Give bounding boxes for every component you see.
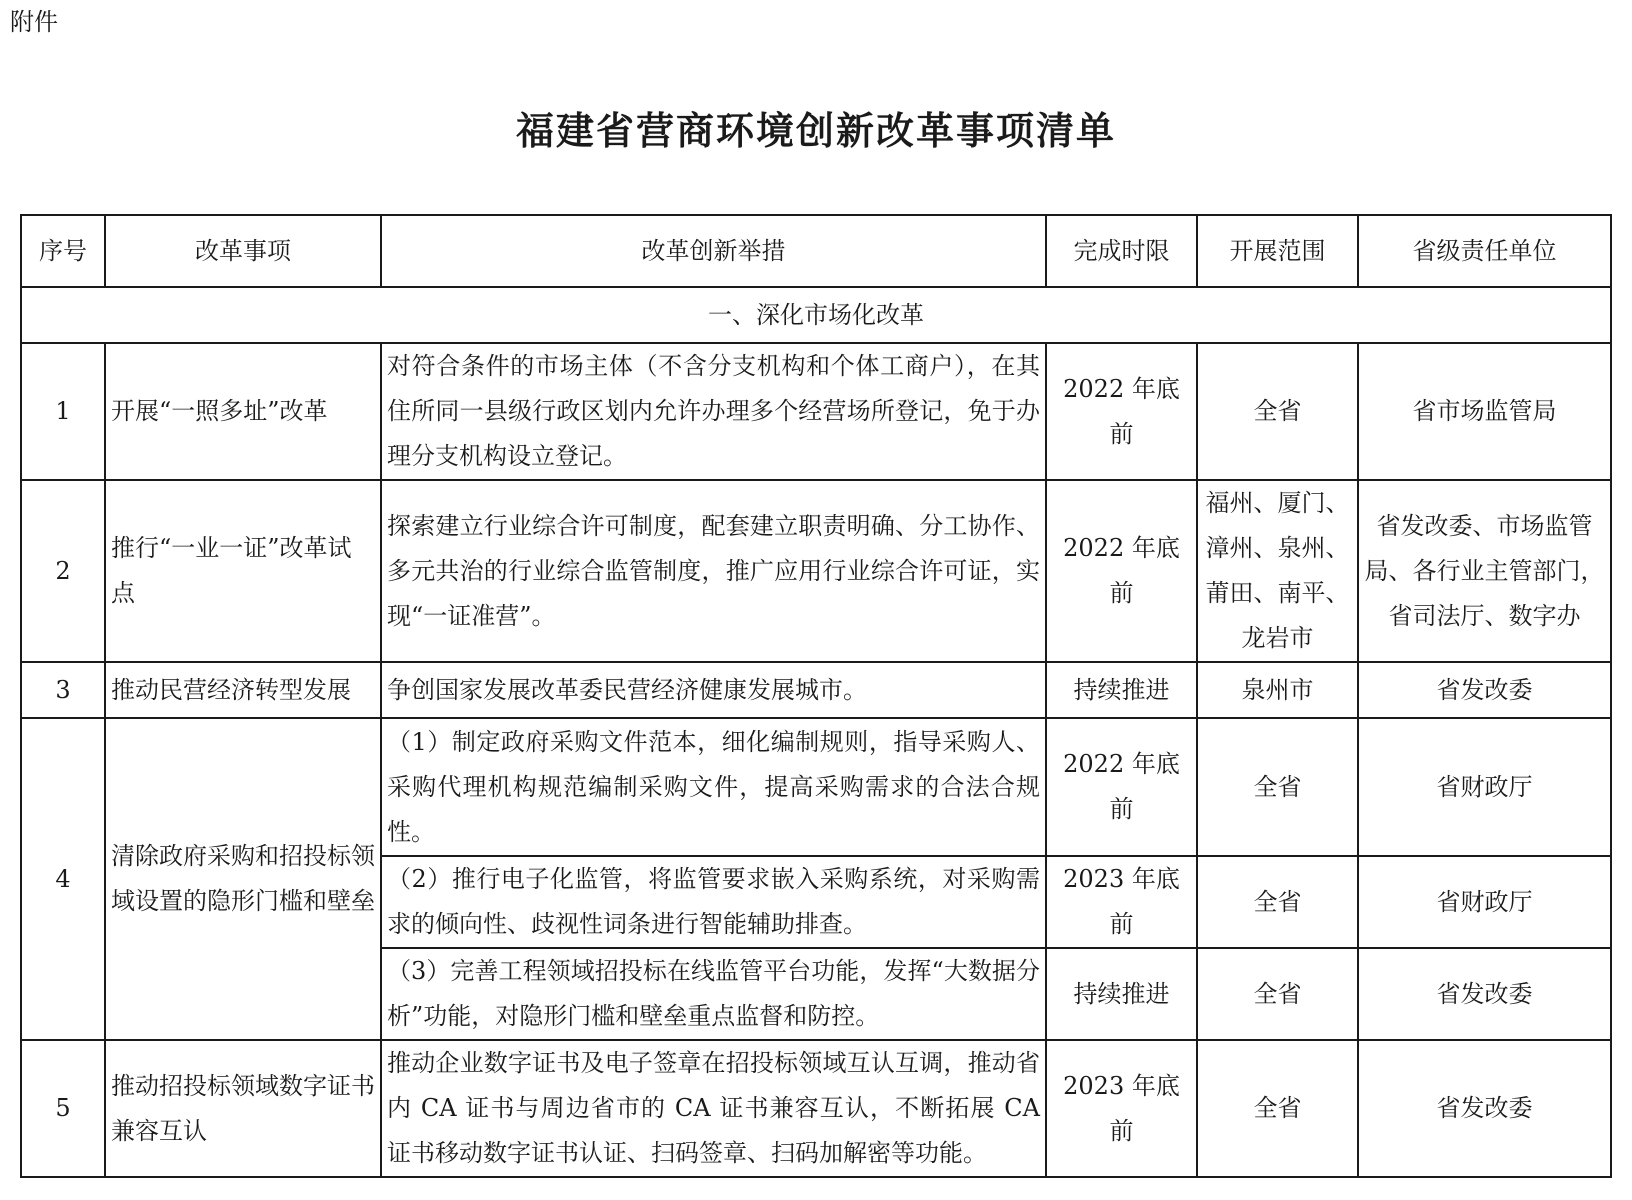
row-unit: 省发改委	[1358, 948, 1611, 1040]
section-row	[21, 287, 1611, 343]
row-item: 推行“一业一证”改革试点	[105, 480, 381, 662]
row-unit: 省市场监管局	[1358, 343, 1611, 480]
row-scope: 福州、厦门、漳州、泉州、莆田、南平、龙岩市	[1197, 480, 1358, 662]
row-seq: 3	[21, 662, 105, 718]
row-unit: 省发改委、市场监管局、各行业主管部门，省司法厅、数字办	[1358, 480, 1611, 662]
section-title: 一、深化市场化改革	[21, 287, 1611, 343]
row-measure: 争创国家发展改革委民营经济健康发展城市。	[381, 662, 1046, 718]
row-scope: 泉州市	[1197, 662, 1358, 718]
row-deadline: 持续推进	[1046, 662, 1197, 718]
row-unit: 省发改委	[1358, 1040, 1611, 1177]
row-item: 推动民营经济转型发展	[105, 662, 381, 718]
header-deadline: 完成时限	[1046, 215, 1197, 287]
row-item: 推动招投标领域数字证书兼容互认	[105, 1040, 381, 1177]
row-unit: 省财政厅	[1358, 856, 1611, 948]
row-unit: 省发改委	[1358, 662, 1611, 718]
document-title: 福建省营商环境创新改革事项清单	[515, 108, 1116, 153]
reform-list-table	[20, 214, 1612, 1178]
row-item: 开展“一照多址”改革	[105, 343, 381, 480]
attachment-label: 附件	[10, 8, 58, 36]
table-row	[21, 718, 1611, 856]
table-row	[21, 343, 1611, 480]
row-deadline: 2022 年底前	[1046, 718, 1197, 856]
row-scope: 全省	[1197, 948, 1358, 1040]
row-seq: 2	[21, 480, 105, 662]
row-deadline: 2022 年底前	[1046, 343, 1197, 480]
row-scope: 全省	[1197, 856, 1358, 948]
header-seq: 序号	[21, 215, 105, 287]
table-header-row	[21, 215, 1611, 287]
table-row	[21, 662, 1611, 718]
row-measure: 对符合条件的市场主体（不含分支机构和个体工商户），在其住所同一县级行政区划内允许办理多个经营场所登记，免于办理分支机构设立登记。	[381, 343, 1046, 480]
row-scope: 全省	[1197, 343, 1358, 480]
row-measure: （3）完善工程领域招投标在线监管平台功能，发挥“大数据分析”功能，对隐形门槛和壁垒重点监督和防控。	[381, 948, 1046, 1040]
header-scope: 开展范围	[1197, 215, 1358, 287]
row-measure: 探索建立行业综合许可制度，配套建立职责明确、分工协作、多元共治的行业综合监管制度，推广应用行业综合许可证，实现“一证准营”。	[381, 480, 1046, 662]
row-scope: 全省	[1197, 1040, 1358, 1177]
row-unit: 省财政厅	[1358, 718, 1611, 856]
table-row	[21, 1040, 1611, 1177]
row-item: 清除政府采购和招投标领域设置的隐形门槛和壁垒	[105, 718, 381, 1040]
header-measure: 改革创新举措	[381, 215, 1046, 287]
row-seq: 5	[21, 1040, 105, 1177]
row-deadline: 2023 年底前	[1046, 856, 1197, 948]
row-seq: 1	[21, 343, 105, 480]
header-unit: 省级责任单位	[1358, 215, 1611, 287]
row-deadline: 2022 年底前	[1046, 480, 1197, 662]
row-measure: （2）推行电子化监管，将监管要求嵌入采购系统，对采购需求的倾向性、歧视性词条进行智能辅助排查。	[381, 856, 1046, 948]
header-item: 改革事项	[105, 215, 381, 287]
row-deadline: 持续推进	[1046, 948, 1197, 1040]
table-row	[21, 480, 1611, 662]
row-scope: 全省	[1197, 718, 1358, 856]
row-deadline: 2023 年底前	[1046, 1040, 1197, 1177]
row-seq: 4	[21, 718, 105, 1040]
row-measure: 推动企业数字证书及电子签章在招投标领域互认互调，推动省内 CA 证书与周边省市的 CA 证书兼容互认，不断拓展 CA 证书移动数字证书认证、扫码签章、扫码加解密等功能。	[381, 1040, 1046, 1177]
row-measure: （1）制定政府采购文件范本，细化编制规则，指导采购人、采购代理机构规范编制采购文件，提高采购需求的合法合规性。	[381, 718, 1046, 856]
